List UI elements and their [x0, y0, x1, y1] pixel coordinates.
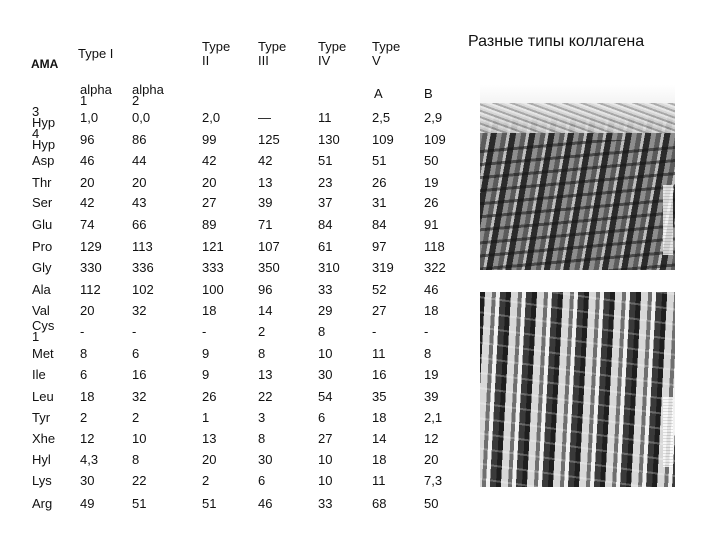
- table-cell: 20: [80, 303, 95, 318]
- row-label-prefix: Cys: [32, 318, 55, 333]
- table-cell: 96: [80, 132, 95, 147]
- table-cell: 46: [258, 496, 273, 511]
- table-cell: 32: [132, 389, 147, 404]
- table-cell: 14: [372, 431, 387, 446]
- table-cell: 333: [202, 260, 224, 275]
- table-cell: 33: [318, 496, 333, 511]
- micrograph-top-texture: [480, 140, 675, 270]
- row-label-prefix: 3: [32, 104, 40, 119]
- table-cell: 2,5: [372, 110, 391, 125]
- row-label: Tyr: [32, 410, 51, 425]
- table-cell: 42: [258, 153, 273, 168]
- micrograph-top-surface: [480, 103, 675, 133]
- row-label: Thr: [32, 175, 52, 190]
- table-cell: 330: [80, 260, 102, 275]
- table-cell: 10: [132, 431, 147, 446]
- type5-header-line1: Type: [372, 39, 401, 54]
- table-cell: -: [80, 324, 85, 339]
- row-label: Lys: [32, 473, 52, 488]
- table-cell: 2,1: [424, 410, 443, 425]
- table-cell: 50: [424, 496, 439, 511]
- table-cell: 11: [318, 110, 332, 125]
- table-cell: 7,3: [424, 473, 443, 488]
- table-cell: 66: [132, 217, 147, 232]
- table-cell: 42: [80, 195, 95, 210]
- table-cell: 97: [372, 239, 387, 254]
- type3-header-line1: Type: [258, 39, 287, 54]
- table-cell: 121: [202, 239, 224, 254]
- table-cell: 32: [132, 303, 147, 318]
- table-cell: 96: [258, 282, 273, 297]
- type4-header-line1: Type: [318, 39, 347, 54]
- table-cell: 10: [318, 473, 333, 488]
- type5-header: [372, 40, 400, 68]
- table-cell: 27: [372, 303, 387, 318]
- table-cell: 130: [318, 132, 340, 147]
- table-cell: 26: [202, 389, 217, 404]
- table-cell: 30: [258, 452, 273, 467]
- table-cell: 310: [318, 260, 340, 275]
- table-cell: 42: [202, 153, 217, 168]
- table-cell: 2: [258, 324, 266, 339]
- table-cell: 20: [132, 175, 147, 190]
- table-cell: 2,9: [424, 110, 443, 125]
- table-cell: 2: [202, 473, 210, 488]
- table-cell: 33: [318, 282, 333, 297]
- table-cell: 12: [80, 431, 95, 446]
- table-cell: 30: [318, 367, 333, 382]
- table-cell: 6: [258, 473, 266, 488]
- table-cell: —: [258, 110, 271, 125]
- table-cell: 112: [80, 282, 101, 297]
- table-cell: 74: [80, 217, 95, 232]
- type1-header: Type I: [78, 46, 114, 61]
- table-cell: 20: [80, 175, 95, 190]
- table-cell: 86: [132, 132, 147, 147]
- table-cell: 6: [80, 367, 88, 382]
- table-cell: 2: [132, 410, 140, 425]
- table-cell: 102: [132, 282, 154, 297]
- alpha1-header-line2: 1: [80, 93, 88, 108]
- alpha1-header: [80, 84, 112, 106]
- table-cell: 18: [424, 303, 439, 318]
- table-cell: 39: [258, 195, 273, 210]
- row-label: Hyp: [32, 115, 56, 130]
- table-cell: 2,0: [202, 110, 221, 125]
- table-cell: 46: [80, 153, 95, 168]
- table-cell: 109: [424, 132, 446, 147]
- ama-label: AMA: [31, 57, 59, 71]
- table-cell: 13: [202, 431, 217, 446]
- table-cell: 35: [372, 389, 387, 404]
- table-cell: 18: [202, 303, 217, 318]
- table-cell: 31: [372, 195, 387, 210]
- table-cell: 2: [80, 410, 88, 425]
- row-label-prefix: 4: [32, 126, 40, 141]
- table-cell: 6: [132, 346, 140, 361]
- table-cell: 8: [318, 324, 326, 339]
- table-cell: 350: [258, 260, 280, 275]
- alpha2-header-line1: alpha: [132, 82, 164, 97]
- table-cell: -: [372, 324, 377, 339]
- page-title: Разные типы коллагена: [468, 33, 645, 50]
- table-cell: 10: [318, 452, 333, 467]
- table-cell: 8: [258, 346, 266, 361]
- subtype-a-header: A: [374, 86, 383, 101]
- table-cell: 8: [424, 346, 432, 361]
- table-cell: 54: [318, 389, 333, 404]
- row-label: Ile: [32, 367, 46, 382]
- table-cell: 61: [318, 239, 333, 254]
- table-cell: 51: [132, 496, 147, 511]
- row-label: Gly: [32, 260, 52, 275]
- table-cell: -: [424, 324, 429, 339]
- table-cell: 27: [202, 195, 217, 210]
- collagen-micrograph-top: [480, 85, 675, 270]
- table-cell: 9: [202, 367, 210, 382]
- table-cell: 3: [258, 410, 266, 425]
- row-label: Val: [32, 303, 50, 318]
- table-cell: 49: [80, 496, 95, 511]
- table-cell: 20: [202, 175, 217, 190]
- table-cell: -: [202, 324, 207, 339]
- table-cell: 125: [258, 132, 280, 147]
- table-cell: 20: [424, 452, 439, 467]
- table-cell: 30: [80, 473, 95, 488]
- table-cell: 84: [318, 217, 333, 232]
- micrograph-bottom-texture: [480, 292, 675, 487]
- table-cell: 13: [258, 367, 273, 382]
- table-cell: 1: [202, 410, 210, 425]
- table-cell: 8: [258, 431, 266, 446]
- table-cell: 89: [202, 217, 217, 232]
- table-cell: 46: [424, 282, 439, 297]
- table-cell: 6: [318, 410, 326, 425]
- table-cell: 84: [372, 217, 387, 232]
- table-cell: 19: [424, 367, 439, 382]
- type2-header: [202, 40, 230, 68]
- type4-header: [318, 40, 346, 68]
- row-label: Pro: [32, 239, 53, 254]
- type2-header-line2: II: [202, 53, 210, 68]
- table-cell: 50: [424, 153, 439, 168]
- table-cell: -: [132, 324, 137, 339]
- table-cell: 26: [372, 175, 387, 190]
- table-cell: 19: [424, 175, 439, 190]
- table-cell: 18: [80, 389, 95, 404]
- table-cell: 91: [424, 217, 439, 232]
- table-cell: 322: [424, 260, 446, 275]
- table-cell: 16: [372, 367, 387, 382]
- table-cell: 100: [202, 282, 224, 297]
- table-cell: 26: [424, 195, 439, 210]
- alpha2-header-line2: 2: [132, 93, 140, 108]
- row-label: Asp: [32, 153, 55, 168]
- table-cell: 37: [318, 195, 333, 210]
- table-cell: 44: [132, 153, 147, 168]
- row-label: 1: [32, 329, 40, 344]
- table-cell: 51: [202, 496, 217, 511]
- row-label: Ala: [32, 282, 51, 297]
- table-cell: 43: [132, 195, 147, 210]
- table-cell: 18: [372, 410, 387, 425]
- table-cell: 16: [132, 367, 147, 382]
- row-label: Xhe: [32, 431, 56, 446]
- table-cell: 99: [202, 132, 217, 147]
- type2-header-line1: Type: [202, 39, 231, 54]
- table-cell: 23: [318, 175, 333, 190]
- table-cell: 8: [80, 346, 88, 361]
- table-cell: 20: [202, 452, 217, 467]
- table-cell: 107: [258, 239, 280, 254]
- table-cell: 113: [132, 239, 153, 254]
- micrograph-bottom-stamp: [663, 397, 673, 467]
- table-cell: 319: [372, 260, 394, 275]
- type5-header-line2: V: [372, 53, 381, 68]
- table-cell: 10: [318, 346, 333, 361]
- table-cell: 129: [80, 239, 102, 254]
- table-cell: 0,0: [132, 110, 151, 125]
- table-cell: 118: [424, 239, 445, 254]
- table-cell: 14: [258, 303, 273, 318]
- row-label: Leu: [32, 389, 54, 404]
- type3-header: [258, 40, 286, 68]
- table-cell: 13: [258, 175, 273, 190]
- table-cell: 18: [372, 452, 387, 467]
- table-cell: 71: [258, 217, 273, 232]
- table-cell: 22: [132, 473, 147, 488]
- table-cell: 52: [372, 282, 387, 297]
- collagen-micrograph-bottom: [480, 292, 675, 487]
- table-cell: 336: [132, 260, 154, 275]
- table-cell: 27: [318, 431, 333, 446]
- type4-header-line2: IV: [318, 53, 331, 68]
- table-cell: 8: [132, 452, 140, 467]
- table-cell: 4,3: [80, 452, 99, 467]
- row-label: Glu: [32, 217, 53, 232]
- table-cell: 39: [424, 389, 439, 404]
- row-label: Hyl: [32, 452, 51, 467]
- row-label: Arg: [32, 496, 53, 511]
- row-label: Met: [32, 346, 54, 361]
- table-cell: 51: [318, 153, 333, 168]
- row-label: Ser: [32, 195, 53, 210]
- micrograph-top-stamp: [663, 185, 673, 255]
- table-cell: 11: [372, 346, 386, 361]
- table-cell: 1,0: [80, 110, 99, 125]
- subtype-b-header: B: [424, 86, 433, 101]
- table-cell: 68: [372, 496, 387, 511]
- table-cell: 12: [424, 431, 439, 446]
- table-cell: 51: [372, 153, 387, 168]
- table-cell: 29: [318, 303, 333, 318]
- table-cell: 9: [202, 346, 210, 361]
- table-cell: 22: [258, 389, 273, 404]
- alpha2-header: [132, 84, 164, 106]
- table-cell: 11: [372, 473, 386, 488]
- row-label: Hyp: [32, 137, 56, 152]
- table-cell: 109: [372, 132, 394, 147]
- alpha1-header-line1: alpha: [80, 82, 112, 97]
- type3-header-line2: III: [258, 53, 269, 68]
